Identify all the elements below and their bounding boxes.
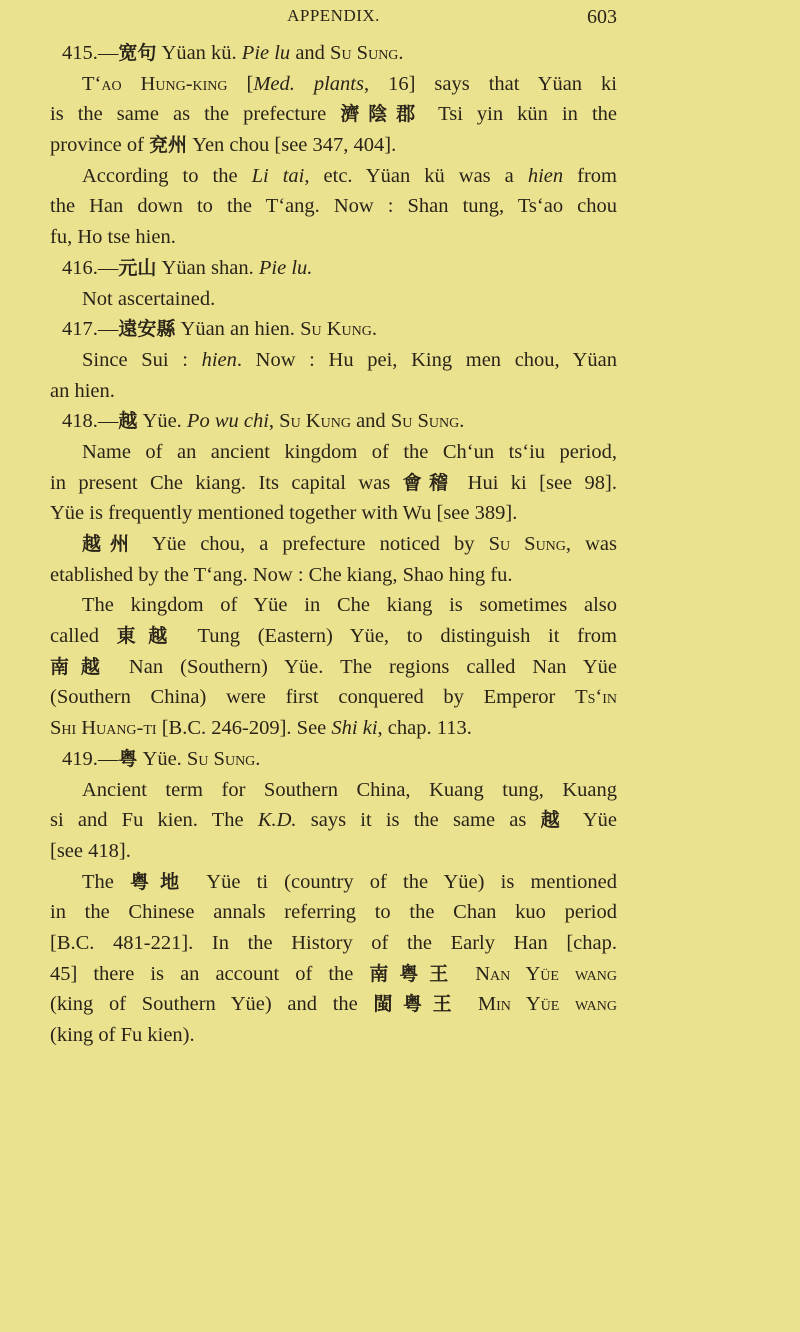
- chinese-characters: 南粤王: [369, 962, 460, 985]
- italic-text: Po wu chi: [186, 410, 269, 433]
- text-segment: Hui ki [see 98].: [455, 471, 617, 494]
- text-segment: province of: [50, 134, 150, 157]
- text-line: [50, 682, 617, 713]
- text-line: [50, 1020, 617, 1051]
- text-segment: Yüan shan.: [156, 256, 259, 279]
- text-segment: 45] there is an account of the: [50, 962, 370, 985]
- text-segment: , chap. 113.: [377, 717, 472, 740]
- page-number: 603: [587, 6, 617, 28]
- text-line: [50, 959, 617, 990]
- text-line: [50, 345, 617, 376]
- text-segment: Since Sui :: [82, 348, 202, 371]
- text-segment: Not ascertained.: [82, 287, 216, 310]
- italic-text: Shi ki: [331, 717, 378, 740]
- text-segment: in the Chinese annals referring to the Chan kuo period: [50, 901, 617, 924]
- text-line: [50, 130, 617, 161]
- text-segment: Yüe.: [137, 410, 187, 433]
- entry-heading-line: [50, 314, 617, 345]
- text-segment: Yen chou [see 347, 404].: [187, 134, 397, 157]
- running-title: APPENDIX.: [287, 6, 380, 25]
- chinese-characters: 越州: [82, 533, 138, 555]
- italic-text: Pie lu.: [258, 256, 313, 279]
- text-segment: 417.—: [62, 318, 119, 341]
- text-line: [50, 69, 617, 100]
- text-line: [50, 529, 617, 560]
- entry-heading-line: [50, 38, 617, 69]
- text-segment: .: [459, 410, 465, 433]
- text-segment: Ancient term for Southern China, Kuang tung, Kuang: [82, 778, 617, 801]
- small-caps-text: Su Kung: [279, 410, 351, 433]
- text-segment: Yüe chou, a prefecture noticed by: [137, 533, 489, 555]
- chinese-characters: 閩粤王: [373, 993, 463, 1016]
- text-segment: [: [227, 72, 254, 95]
- text-line: [50, 284, 617, 315]
- chinese-characters: 濟陰郡: [340, 103, 425, 126]
- text-segment: ,: [268, 410, 280, 433]
- small-caps-text: Su Kung: [300, 318, 372, 341]
- small-caps-text: Shi Huang-ti: [50, 717, 157, 740]
- chinese-characters: 兗州: [149, 134, 188, 157]
- text-segment: Tsi yin kün in the: [424, 103, 617, 126]
- text-segment: Yüe ti (country of the Yüe) is mentioned: [190, 870, 617, 893]
- text-segment: Name of an ancient kingdom of the Ch‘un ts‘iu period,: [82, 440, 617, 463]
- chinese-characters: 元山: [118, 256, 157, 279]
- text-line: [50, 560, 617, 591]
- chinese-characters: 粤: [118, 747, 138, 770]
- chinese-characters: 越: [118, 410, 138, 433]
- text-segment: [B.C. 481-221]. In the History of the Early Han [chap.: [50, 931, 617, 954]
- italic-text: hien: [201, 348, 237, 371]
- text-segment: fu, Ho tse hien.: [50, 226, 176, 249]
- text-line: [50, 775, 617, 806]
- text-segment: 416.—: [62, 256, 119, 279]
- chinese-characters: 遠安縣: [118, 318, 176, 341]
- text-segment: .: [255, 747, 261, 770]
- text-segment: , 16] says that Yüan ki: [363, 72, 617, 95]
- running-header: [50, 6, 617, 32]
- text-line: [50, 161, 617, 192]
- text-segment: 419.—: [62, 747, 119, 770]
- italic-text: Li tai: [251, 164, 305, 187]
- chinese-characters: 南越: [50, 655, 112, 678]
- text-segment: the Han down to the T‘ang. Now : Shan tung, Ts‘ao chou: [50, 195, 617, 218]
- entry-heading-line: [50, 406, 617, 437]
- chinese-characters: 粤地: [130, 870, 191, 893]
- small-caps-text: Su Sung: [488, 533, 566, 555]
- text-line: [50, 928, 617, 959]
- chinese-characters: 東越: [116, 625, 180, 648]
- text-segment: Tung (Eastern) Yüe, to distinguish it from: [179, 625, 617, 648]
- text-line: [50, 376, 617, 407]
- text-segment: (king of Southern Yüe) and the: [50, 993, 374, 1016]
- text-segment: an hien.: [50, 379, 115, 402]
- text-line: [50, 867, 617, 898]
- text-segment: , was: [565, 533, 617, 555]
- text-line: [50, 897, 617, 928]
- chinese-characters: 宽句: [118, 42, 157, 64]
- text-segment: (king of Fu kien).: [50, 1024, 195, 1046]
- text-segment: , etc. Yüan kü was a: [304, 164, 528, 187]
- text-segment: 418.—: [62, 410, 119, 433]
- text-segment: Yüe is frequently mentioned together with Wu [see 389].: [50, 502, 518, 525]
- small-caps-text: Min Yüe wang: [462, 993, 617, 1016]
- small-caps-text: Su Sung: [390, 410, 460, 433]
- text-line: [50, 222, 617, 253]
- text-line: [50, 468, 617, 499]
- small-caps-text: Ts‘in: [575, 686, 617, 709]
- italic-text: hien: [527, 164, 564, 187]
- text-segment: Yüe: [568, 809, 617, 832]
- text-line: [50, 621, 617, 652]
- text-segment: According to the: [82, 164, 252, 187]
- small-caps-text: Su Sung: [186, 747, 256, 770]
- text-segment: Yüan an hien.: [175, 318, 301, 341]
- text-segment: from: [563, 164, 617, 187]
- text-segment: Yüan kü.: [156, 42, 242, 64]
- italic-text: Pie lu: [241, 42, 291, 64]
- text-segment: etablished by the T‘ang. Now : Che kiang, Shao hing fu.: [50, 563, 513, 586]
- text-segment: .: [371, 318, 377, 341]
- text-line: [50, 498, 617, 529]
- text-segment: The: [82, 870, 131, 893]
- text-segment: 415.—: [62, 42, 119, 64]
- chinese-characters: 越: [540, 809, 569, 832]
- text-segment: in present Che kiang. Its capital was: [50, 471, 403, 494]
- text-line: [50, 437, 617, 468]
- small-caps-text: Nan Yüe wang: [459, 962, 617, 985]
- small-caps-text: Su Sung: [330, 42, 399, 64]
- text-line: [50, 805, 617, 836]
- text-segment: (Southern China) were first conquered by Emperor: [50, 686, 576, 709]
- text-segment: [see 418].: [50, 839, 131, 862]
- text-segment: is the same as the prefecture: [50, 103, 341, 126]
- entry-heading-line: [50, 744, 617, 775]
- entry-heading-line: [50, 253, 617, 284]
- text-segment: Yüe.: [137, 747, 187, 770]
- text-line: [50, 590, 617, 621]
- text-segment: and: [350, 410, 391, 433]
- text-line: [50, 713, 617, 744]
- text-segment: [B.C. 246-209]. See: [156, 717, 332, 740]
- text-segment: si and Fu kien. The: [50, 809, 258, 832]
- small-caps-text: T‘ao Hung-king: [82, 72, 228, 95]
- text-line: [50, 191, 617, 222]
- text-line: [50, 836, 617, 867]
- text-segment: and: [290, 42, 331, 64]
- chinese-characters: 會稽: [402, 471, 456, 494]
- text-line: [50, 99, 617, 130]
- text-segment: Nan (Southern) Yüe. The regions called Nan Yüe: [111, 655, 617, 678]
- italic-text: K.D.: [257, 809, 297, 832]
- text-segment: called: [50, 625, 117, 648]
- text-segment: says it is the same as: [296, 809, 541, 832]
- text-segment: The kingdom of Yüe in Che kiang is sometimes also: [82, 594, 617, 617]
- text-segment: . Now : Hu pei, King men chou, Yüan: [236, 348, 617, 371]
- page-body: [50, 38, 617, 1051]
- text-line: [50, 652, 617, 683]
- text-line: [50, 989, 617, 1020]
- italic-text: Med. plants: [253, 72, 364, 95]
- text-segment: .: [398, 42, 404, 64]
